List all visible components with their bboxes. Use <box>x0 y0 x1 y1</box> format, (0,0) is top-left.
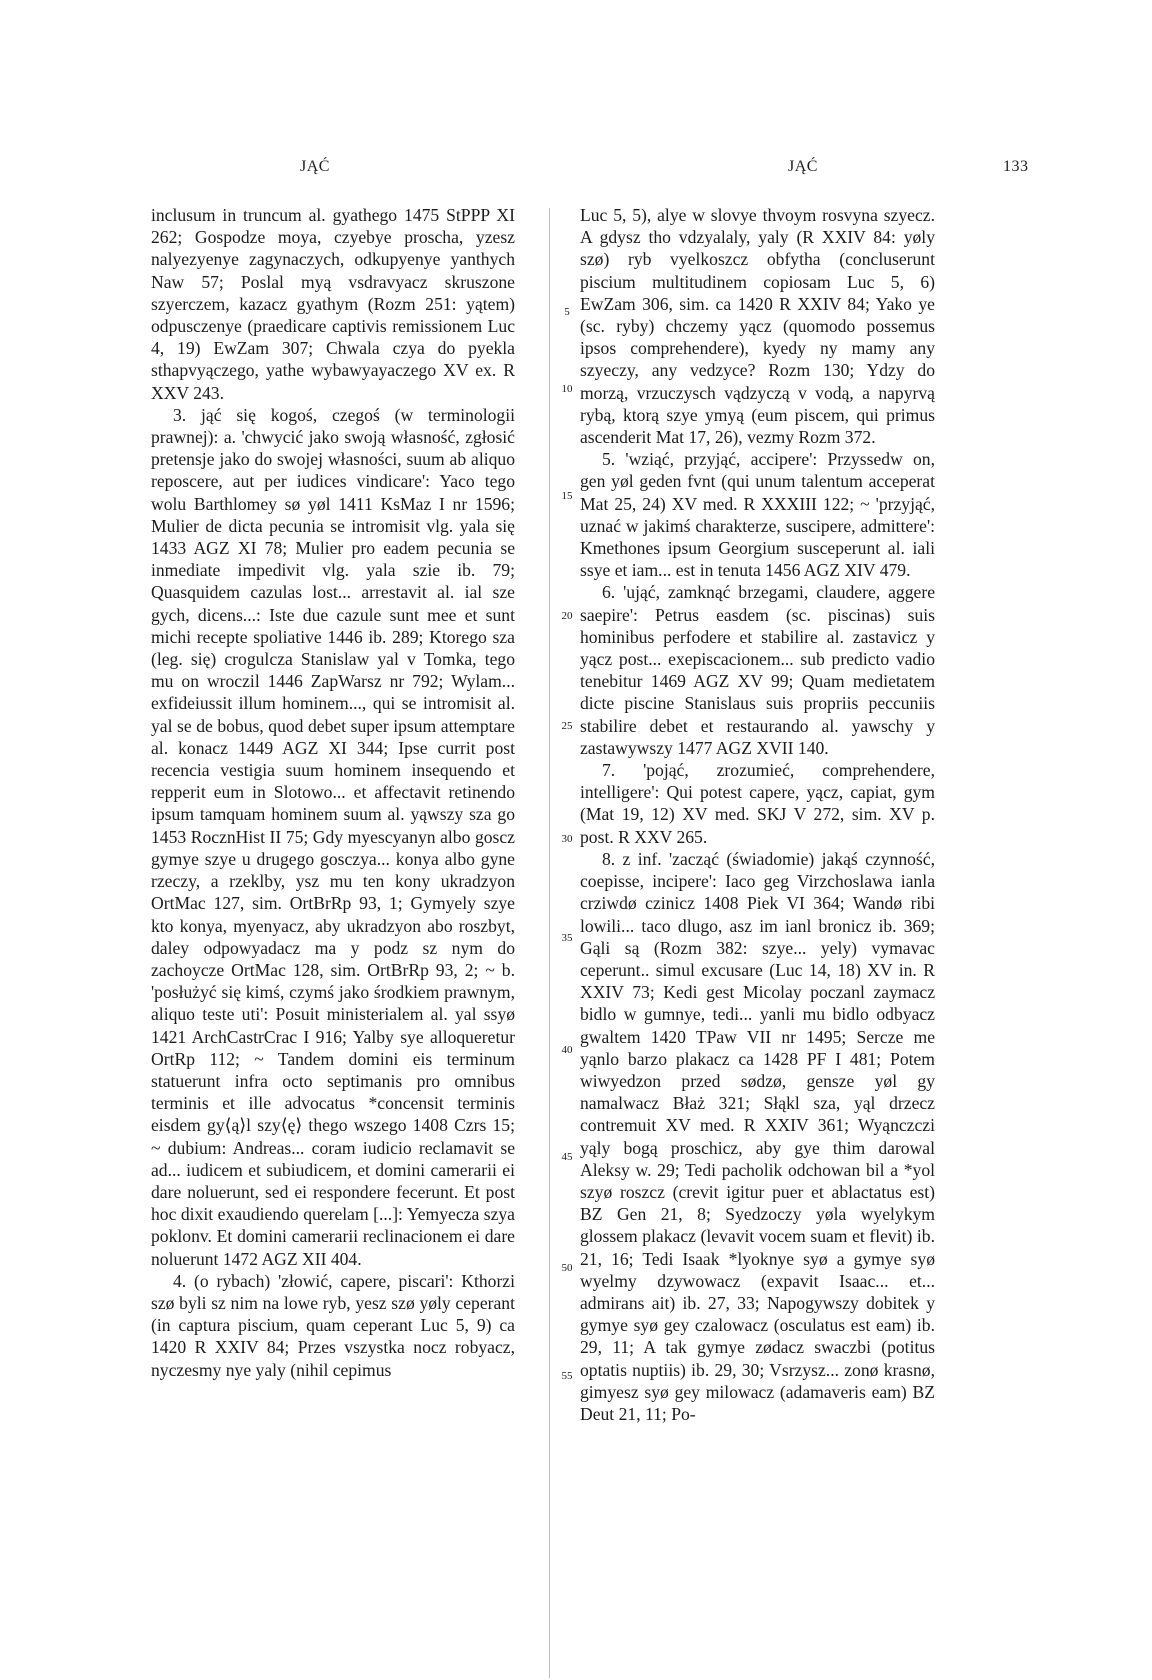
column-divider <box>549 208 550 1678</box>
line-number: 5 <box>564 306 570 318</box>
entry-paragraph: 5. 'wziąć, przyjąć, accipere': Przyssedw on, gen yøl geden fvnt (qui unum talentum acceperat Mat 25, 24) XV med. R XXXIII 122; ~ 'przyjąć, uznać w jakimś charakterze, suscipere, admittere': Kmethones ipsum Georgium susceperunt al. iali ssye et iam... est in tenuta 1456 AGZ XIV 479. <box>580 449 935 581</box>
line-number: 10 <box>561 383 573 395</box>
page-number: 133 <box>1003 158 1029 175</box>
running-head-right: JĄĆ <box>788 158 818 175</box>
right-column <box>580 204 935 1425</box>
line-number: 15 <box>561 490 573 502</box>
entry-paragraph: Luc 5, 5), alye w slovye thvoym rosvyna szyecz. A gdysz tho vdzyalaly, yaly (R XXIV 84: yøly szø) ryb vyelkoszcz obfytha (concluserunt piscium multitudinem copiosam Luc 5, 6) EwZam 306, sim. ca 1420 R XXIV 84; Yako ye (sc. ryby) chczemy yącz (quomodo possemus ipsos comprehendere), kyedy ny mamy any szyeczy, any vedzyce? Rozm 130; Ydzy do morzą, vrzuczysch vądzyczą v vodą, a napyrvą rybą, ktorą szye ymyą (eum piscem, qui primus ascenderit Mat 17, 26), vezmy Rozm 372. <box>580 205 935 448</box>
entry-paragraph: 6. 'ująć, zamknąć brzegami, claudere, aggere saepire': Petrus easdem (sc. piscinas) suis hominibus perfodere et stabilire al. zastavicz y yącz post... exepiscacionem... sub predicto vadio tenebitur 1469 AGZ XV 99; Quam medietatem dicte piscine Stanislaus suis propriis peccuniis stabilire debet et restaurando al. yawschy y zastawywszy 1477 AGZ XVII 140. <box>580 582 935 758</box>
entry-paragraph: 4. (o rybach) 'złowić, capere, piscari': Kthorzi szø byli sz nim na lowe ryb, yesz szø yøly ceperant (in captura piscium, quam ceperant Luc 5, 9) ca 1420 R XXIV 84; Przes vszystka nocz robyacz, nyczesmy nye yaly (nihil cepimus <box>151 1270 515 1380</box>
line-number: 50 <box>561 1262 573 1274</box>
entry-paragraph: 3. jąć się kogoś, czegoś (w terminologii prawnej): a. 'chwycić jako swoją własność, zgłosić pretensje jako do swojej własności, suum ab aliquo reposcere, aut per iudices vindicare': Yaco tego wolu Barthlomey sø yøl 1411 KsMaz I nr 1596; Mulier de dicta pecunia se intromisit vlg. yala się 1433 AGZ XI 78; Mulier pro eadem pecunia se inmediate impedivit vlg. yala szie ib. 79; Quasquidem cazulas lost... arrestavit al. ial sze gych, dicens...: Iste due cazule sunt mee et sunt michi recepte spoliative 1446 ib. 289; Ktorego sza (leg. się) crogulcza Stanislaw yal v Tomka, tego mu on wroczil 1446 ZapWarsz nr 792; Wylam... exfideiussit illum hominem..., qui se intromisit al. yal se de bobus, quod debet super ipsum attemptare al. konacz 1449 AGZ XI 344; Ipse currit post recencia vestigia suum hominem insequendo et repperit eum in Slotowo... et affectavit retinendo ipsum tamquam hominem suum al. yąwszy sza go 1453 RocznHist II 75; Gdy myescyanyn albo goscz gymye szye u drugego gosczya... konya albo gyne rzeczy, a rzeklby, ysz mu ten kony ukradzyon OrtMac 127, sim. OrtBrRp 93, 1; Gymyely szye kto konya, myenyacz, aby ukradzyon abo roszbyt, daley odpowyadacz ma y podz sz nym do zachoycze OrtMac 128, sim. OrtBrRp 93, 2; ~ b. 'posłużyć się kimś, czymś jako środkiem prawnym, aliquo teste uti': Posuit ministerialem al. yal ssyø 1421 ArchCastrCrac I 916; Yalby sye alloqueretur OrtRp 112; ~ Tandem domini eis terminum statuerunt infra octo septimanis pro omnibus terminis et ille advocatus *concensit terminis eisdem gy⟨ą⟩l szy⟨ę⟩ thego wszego 1408 Czrs 15; ~ dubium: Andreas... coram iudicio reclamavit se ad... iudicem et subiudicem, et domini camerarii ei dare noluerunt, sed ei respondere fecerunt. Et post hoc dixit exaudiendo querelam [...]: Yemyecza szya poklonv. Et domini camerarii reclinacionem ei dare noluerunt 1472 AGZ XII 404. <box>151 404 515 1269</box>
line-number: 25 <box>561 720 573 732</box>
line-number: 35 <box>561 932 573 944</box>
line-number: 45 <box>561 1151 573 1163</box>
line-number: 30 <box>561 833 573 845</box>
line-number: 55 <box>561 1370 573 1382</box>
line-number: 40 <box>561 1044 573 1056</box>
running-head-left: JĄĆ <box>300 158 330 175</box>
entry-paragraph: 8. z inf. 'zacząć (świadomie) jakąś czynność, coepisse, incipere': Iaco geg Virzchoslawa ianla crziwdø czinicz 1408 Piek VI 364; Wandø ribi lowili... taco dlugo, asz im ianl bronicz ib. 369; Gąli są (Rozm 382: szye... yely) vymavac ceperunt.. simul excusare (Luc 14, 18) XV in. R XXIV 73; Kedi gest Micolay poczanl zaymacz bidlo w gumnye, tedi... yanli mu bidlo odbyacz gwaltem 1420 TPaw VII nr 1495; Sercze me yąnlo barzo plakacz ca 1428 PF I 481; Potem wiwyedzon przed sødzø, gensze yøl gy namalwacz Błaż 321; Słąkl sza, yąl drzecz contremuit XV med. R XXIV 361; Wyąnczczi yąly bogą proschicz, aby gye thim darowal Aleksy w. 29; Tedi pacholik odchowan bil a *yol szyø roszcz (crevit igitur puer et ablactatus est) BZ Gen 21, 8; Syedzoczy yøla wyelykym glossem plakacz (levavit vocem suam et flevit) ib. 21, 16; Tedi Isaak *lyoknye syø a gymye syø wyelmy dzywowacz (expavit Isaac... et... admirans ait) ib. 27, 33; Napogywszy dobitek y gymye syø gey czalowacz (osculatus est eam) ib. 29, 11; A tak gymye zødacz swaczbi (potitus optatis nuptiis) ib. 29, 30; Vsrzysz... zonø krasnø, gimyesz syø gey milowacz (adamaveris eam) BZ Deut 21, 11; Po- <box>580 848 935 1424</box>
left-column <box>151 204 515 1381</box>
entry-paragraph: inclusum in truncum al. gyathego 1475 StPPP XI 262; Gospodze moya, czyebye proscha, yzesz nalyezyenye zagynaczych, odkupyenye yanthych Naw 57; Poslal myą vsdravyacz skruszone szyerczem, kazacz gyathym (Rozm 251: yątem) odpusczenye (praedicare captivis remissionem Luc 4, 19) EwZam 307; Chwala czya do pyekla sthapvyączego, yathe wybawyayaczego XV ex. R XXV 243. <box>151 205 515 403</box>
line-number: 20 <box>561 610 573 622</box>
entry-paragraph: 7. 'pojąć, zrozumieć, comprehendere, intelligere': Qui potest capere, yącz, capiat, gym (Mat 19, 12) XV med. SKJ V 272, sim. XV p. post. R XXV 265. <box>580 760 935 847</box>
